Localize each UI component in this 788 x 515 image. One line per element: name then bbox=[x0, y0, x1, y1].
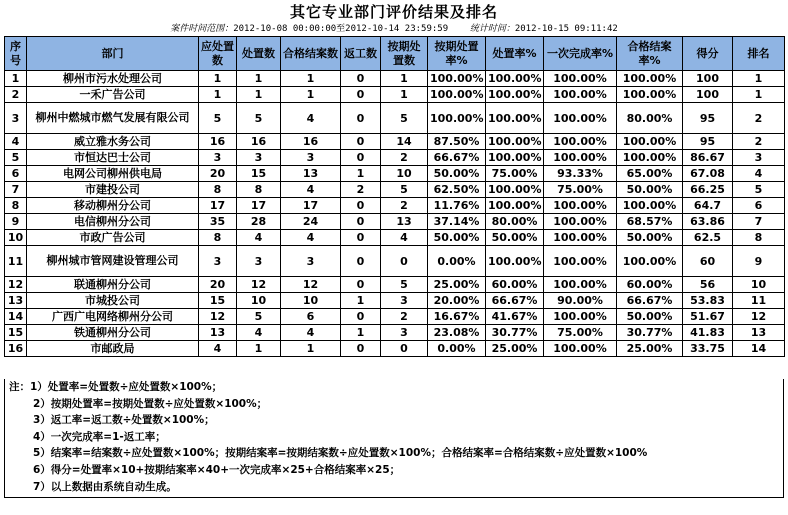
cell-index: 9 bbox=[5, 214, 27, 230]
cell-due: 1 bbox=[199, 87, 237, 103]
table-row bbox=[5, 293, 785, 309]
cell-due: 3 bbox=[199, 246, 237, 277]
cell-ontime: 2 bbox=[381, 309, 428, 325]
cell-index: 15 bbox=[5, 325, 27, 341]
cell-rank: 2 bbox=[733, 103, 785, 134]
cell-handle-rate: 75.00% bbox=[486, 166, 544, 182]
cell-rework: 0 bbox=[341, 87, 381, 103]
cell-dept: 柳州中燃城市燃气发展有限公司 bbox=[27, 103, 199, 134]
cell-rank: 9 bbox=[733, 246, 785, 277]
cell-rework: 1 bbox=[341, 166, 381, 182]
cell-index: 11 bbox=[5, 246, 27, 277]
cell-score: 51.67 bbox=[683, 309, 733, 325]
cell-qualified: 3 bbox=[281, 150, 341, 166]
table-row bbox=[5, 150, 785, 166]
cell-index: 5 bbox=[5, 150, 27, 166]
col-header-dept: 部门 bbox=[27, 37, 199, 71]
col-header-ontime-rate: 按期处置率% bbox=[428, 37, 486, 71]
report-title: 其它专业部门评价结果及排名 bbox=[289, 3, 498, 21]
cell-ontime-rate: 50.00% bbox=[428, 230, 486, 246]
cell-index: 1 bbox=[5, 71, 27, 87]
table-row bbox=[5, 71, 785, 87]
cell-handled: 5 bbox=[237, 309, 281, 325]
cell-score: 56 bbox=[683, 277, 733, 293]
cell-ontime: 5 bbox=[381, 103, 428, 134]
cell-rework: 0 bbox=[341, 134, 381, 150]
cell-dept: 市城投公司 bbox=[27, 293, 199, 309]
cell-qualified: 4 bbox=[281, 182, 341, 198]
cell-ontime: 13 bbox=[381, 214, 428, 230]
cell-handled: 1 bbox=[237, 71, 281, 87]
cell-rework: 0 bbox=[341, 309, 381, 325]
col-header-rank: 排名 bbox=[733, 37, 785, 71]
cell-handled: 1 bbox=[237, 341, 281, 357]
cell-first-pass: 100.00% bbox=[544, 103, 617, 134]
cell-score: 33.75 bbox=[683, 341, 733, 357]
cell-rework: 0 bbox=[341, 198, 381, 214]
cell-qualified: 16 bbox=[281, 134, 341, 150]
cell-handle-rate: 25.00% bbox=[486, 341, 544, 357]
cell-first-pass: 100.00% bbox=[544, 230, 617, 246]
col-header-qualified: 合格结案数 bbox=[281, 37, 341, 71]
table-row bbox=[5, 134, 785, 150]
cell-first-pass: 75.00% bbox=[544, 182, 617, 198]
col-header-first-pass: 一次完成率% bbox=[544, 37, 617, 71]
cell-score: 62.5 bbox=[683, 230, 733, 246]
cell-ontime: 1 bbox=[381, 87, 428, 103]
cell-dept: 移动柳州分公司 bbox=[27, 198, 199, 214]
cell-ontime-rate: 20.00% bbox=[428, 293, 486, 309]
cell-ontime: 0 bbox=[381, 246, 428, 277]
table-row bbox=[5, 103, 785, 134]
cell-index: 10 bbox=[5, 230, 27, 246]
cell-ontime: 3 bbox=[381, 293, 428, 309]
cell-score: 95 bbox=[683, 134, 733, 150]
cell-due: 8 bbox=[199, 182, 237, 198]
cell-handle-rate: 100.00% bbox=[486, 103, 544, 134]
report-meta bbox=[0, 21, 788, 34]
notes-box bbox=[4, 379, 784, 498]
cell-handled: 5 bbox=[237, 103, 281, 134]
cell-qualified-rate: 100.00% bbox=[617, 198, 683, 214]
cell-index: 16 bbox=[5, 341, 27, 357]
range-value: 2012-10-08 00:00:00至2012-10-14 23:59:59 bbox=[233, 24, 449, 34]
cell-index: 7 bbox=[5, 182, 27, 198]
note-5: 5）结案率=结案数÷应处置数×100%；按期结案率=按期结案数÷应处置数×100%；合格结案率=合格结案数÷应处置数×100% bbox=[33, 447, 648, 460]
cell-handle-rate: 100.00% bbox=[486, 150, 544, 166]
cell-rank: 1 bbox=[733, 71, 785, 87]
cell-ontime-rate: 0.00% bbox=[428, 246, 486, 277]
cell-score: 66.25 bbox=[683, 182, 733, 198]
cell-rank: 12 bbox=[733, 309, 785, 325]
cell-handled: 28 bbox=[237, 214, 281, 230]
cell-dept: 广西广电网络柳州分公司 bbox=[27, 309, 199, 325]
cell-score: 86.67 bbox=[683, 150, 733, 166]
header-row bbox=[5, 37, 785, 71]
table-row bbox=[5, 325, 785, 341]
cell-qualified: 4 bbox=[281, 230, 341, 246]
cell-score: 64.7 bbox=[683, 198, 733, 214]
table-row bbox=[5, 277, 785, 293]
cell-first-pass: 90.00% bbox=[544, 293, 617, 309]
table-row bbox=[5, 87, 785, 103]
cell-qualified-rate: 50.00% bbox=[617, 309, 683, 325]
table-row bbox=[5, 214, 785, 230]
cell-ontime-rate: 16.67% bbox=[428, 309, 486, 325]
cell-due: 17 bbox=[199, 198, 237, 214]
cell-due: 13 bbox=[199, 325, 237, 341]
cell-qualified-rate: 50.00% bbox=[617, 230, 683, 246]
cell-ontime: 5 bbox=[381, 277, 428, 293]
cell-handle-rate: 60.00% bbox=[486, 277, 544, 293]
col-header-ontime: 按期处置数 bbox=[381, 37, 428, 71]
cell-dept: 一禾广告公司 bbox=[27, 87, 199, 103]
cell-index: 13 bbox=[5, 293, 27, 309]
cell-ontime-rate: 100.00% bbox=[428, 71, 486, 87]
cell-qualified-rate: 100.00% bbox=[617, 246, 683, 277]
cell-qualified-rate: 60.00% bbox=[617, 277, 683, 293]
table-row bbox=[5, 230, 785, 246]
cell-handled: 15 bbox=[237, 166, 281, 182]
table-row bbox=[5, 166, 785, 182]
cell-rank: 7 bbox=[733, 214, 785, 230]
cell-index: 14 bbox=[5, 309, 27, 325]
cell-ontime-rate: 66.67% bbox=[428, 150, 486, 166]
cell-rank: 4 bbox=[733, 166, 785, 182]
cell-dept: 电网公司柳州供电局 bbox=[27, 166, 199, 182]
cell-index: 4 bbox=[5, 134, 27, 150]
cell-handled: 16 bbox=[237, 134, 281, 150]
cell-ontime: 2 bbox=[381, 150, 428, 166]
cell-first-pass: 100.00% bbox=[544, 246, 617, 277]
cell-handled: 1 bbox=[237, 87, 281, 103]
note-1: 注：1）处置率=处置数÷应处置数×100%； bbox=[9, 381, 223, 393]
cell-qualified: 3 bbox=[281, 246, 341, 277]
cell-dept: 市建投公司 bbox=[27, 182, 199, 198]
cell-rank: 10 bbox=[733, 277, 785, 293]
cell-qualified-rate: 50.00% bbox=[617, 182, 683, 198]
table-row bbox=[5, 198, 785, 214]
cell-score: 95 bbox=[683, 103, 733, 134]
cell-ontime-rate: 0.00% bbox=[428, 341, 486, 357]
cell-handle-rate: 100.00% bbox=[486, 182, 544, 198]
cell-rework: 0 bbox=[341, 103, 381, 134]
cell-score: 60 bbox=[683, 246, 733, 277]
cell-ontime: 1 bbox=[381, 71, 428, 87]
cell-due: 15 bbox=[199, 293, 237, 309]
cell-index: 2 bbox=[5, 87, 27, 103]
col-header-rework: 返工数 bbox=[341, 37, 381, 71]
cell-handle-rate: 100.00% bbox=[486, 87, 544, 103]
note-3: 3）返工率=返工数÷处置数×100%； bbox=[33, 414, 215, 427]
cell-due: 5 bbox=[199, 103, 237, 134]
cell-ontime: 2 bbox=[381, 198, 428, 214]
cell-first-pass: 100.00% bbox=[544, 309, 617, 325]
cell-rank: 14 bbox=[733, 341, 785, 357]
cell-score: 67.08 bbox=[683, 166, 733, 182]
cell-handled: 3 bbox=[237, 150, 281, 166]
cell-ontime-rate: 25.00% bbox=[428, 277, 486, 293]
cell-score: 63.86 bbox=[683, 214, 733, 230]
table-row bbox=[5, 182, 785, 198]
cell-rank: 6 bbox=[733, 198, 785, 214]
cell-qualified: 6 bbox=[281, 309, 341, 325]
cell-handle-rate: 80.00% bbox=[486, 214, 544, 230]
cell-dept: 柳州市污水处理公司 bbox=[27, 71, 199, 87]
cell-index: 3 bbox=[5, 103, 27, 134]
cell-due: 12 bbox=[199, 309, 237, 325]
evaluation-table bbox=[4, 36, 785, 357]
range-label: 案件时间范围： bbox=[170, 24, 234, 34]
cell-qualified: 12 bbox=[281, 277, 341, 293]
cell-dept: 威立雅水务公司 bbox=[27, 134, 199, 150]
cell-rework: 0 bbox=[341, 150, 381, 166]
cell-ontime-rate: 11.76% bbox=[428, 198, 486, 214]
cell-due: 20 bbox=[199, 277, 237, 293]
cell-rework: 2 bbox=[341, 182, 381, 198]
cell-first-pass: 100.00% bbox=[544, 277, 617, 293]
cell-dept: 联通柳州分公司 bbox=[27, 277, 199, 293]
stat-value: 2012-10-15 09:11:42 bbox=[514, 24, 618, 34]
cell-due: 3 bbox=[199, 150, 237, 166]
cell-rework: 0 bbox=[341, 341, 381, 357]
cell-dept: 市恒达巴士公司 bbox=[27, 150, 199, 166]
cell-qualified-rate: 100.00% bbox=[617, 150, 683, 166]
cell-dept: 市政广告公司 bbox=[27, 230, 199, 246]
cell-ontime-rate: 87.50% bbox=[428, 134, 486, 150]
cell-qualified: 1 bbox=[281, 87, 341, 103]
cell-first-pass: 100.00% bbox=[544, 341, 617, 357]
cell-due: 4 bbox=[199, 341, 237, 357]
cell-rank: 11 bbox=[733, 293, 785, 309]
cell-qualified: 4 bbox=[281, 325, 341, 341]
cell-ontime-rate: 62.50% bbox=[428, 182, 486, 198]
table-row bbox=[5, 309, 785, 325]
cell-dept: 电信柳州分公司 bbox=[27, 214, 199, 230]
stat-label: 统计时间： bbox=[469, 24, 515, 34]
cell-first-pass: 100.00% bbox=[544, 87, 617, 103]
cell-qualified-rate: 66.67% bbox=[617, 293, 683, 309]
cell-due: 8 bbox=[199, 230, 237, 246]
cell-handled: 10 bbox=[237, 293, 281, 309]
col-header-index: 序号 bbox=[5, 37, 27, 71]
note-7: 7）以上数据由系统自动生成。 bbox=[33, 480, 177, 493]
cell-qualified-rate: 80.00% bbox=[617, 103, 683, 134]
cell-ontime: 5 bbox=[381, 182, 428, 198]
cell-handled: 3 bbox=[237, 246, 281, 277]
cell-ontime-rate: 100.00% bbox=[428, 87, 486, 103]
cell-first-pass: 100.00% bbox=[544, 198, 617, 214]
cell-rank: 5 bbox=[733, 182, 785, 198]
cell-handle-rate: 100.00% bbox=[486, 246, 544, 277]
cell-handled: 8 bbox=[237, 182, 281, 198]
cell-rework: 0 bbox=[341, 246, 381, 277]
cell-ontime-rate: 100.00% bbox=[428, 103, 486, 134]
cell-handle-rate: 100.00% bbox=[486, 134, 544, 150]
cell-due: 16 bbox=[199, 134, 237, 150]
cell-qualified-rate: 100.00% bbox=[617, 87, 683, 103]
cell-first-pass: 75.00% bbox=[544, 325, 617, 341]
col-header-handled: 处置数 bbox=[237, 37, 281, 71]
cell-handled: 12 bbox=[237, 277, 281, 293]
cell-score: 53.83 bbox=[683, 293, 733, 309]
cell-rank: 1 bbox=[733, 87, 785, 103]
cell-rework: 0 bbox=[341, 214, 381, 230]
cell-handle-rate: 100.00% bbox=[486, 198, 544, 214]
cell-ontime: 3 bbox=[381, 325, 428, 341]
cell-handle-rate: 41.67% bbox=[486, 309, 544, 325]
cell-qualified-rate: 65.00% bbox=[617, 166, 683, 182]
cell-qualified: 24 bbox=[281, 214, 341, 230]
cell-handled: 4 bbox=[237, 230, 281, 246]
table-row bbox=[5, 341, 785, 357]
cell-first-pass: 100.00% bbox=[544, 134, 617, 150]
col-header-qualified-rate: 合格结案率% bbox=[617, 37, 683, 71]
cell-qualified-rate: 100.00% bbox=[617, 71, 683, 87]
cell-handled: 4 bbox=[237, 325, 281, 341]
cell-rework: 1 bbox=[341, 293, 381, 309]
cell-score: 41.83 bbox=[683, 325, 733, 341]
cell-index: 12 bbox=[5, 277, 27, 293]
cell-first-pass: 100.00% bbox=[544, 150, 617, 166]
cell-qualified-rate: 68.57% bbox=[617, 214, 683, 230]
cell-qualified: 10 bbox=[281, 293, 341, 309]
cell-handle-rate: 66.67% bbox=[486, 293, 544, 309]
cell-ontime-rate: 37.14% bbox=[428, 214, 486, 230]
cell-rework: 0 bbox=[341, 71, 381, 87]
cell-ontime-rate: 50.00% bbox=[428, 166, 486, 182]
cell-rework: 0 bbox=[341, 230, 381, 246]
cell-handle-rate: 50.00% bbox=[486, 230, 544, 246]
cell-qualified: 17 bbox=[281, 198, 341, 214]
cell-due: 1 bbox=[199, 71, 237, 87]
note-2: 2）按期处置率=按期处置数÷应处置数×100%； bbox=[33, 397, 268, 410]
col-header-due: 应处置数 bbox=[199, 37, 237, 71]
cell-rank: 2 bbox=[733, 134, 785, 150]
cell-due: 20 bbox=[199, 166, 237, 182]
cell-dept: 柳州城市管网建设管理公司 bbox=[27, 246, 199, 277]
cell-ontime-rate: 23.08% bbox=[428, 325, 486, 341]
cell-qualified-rate: 100.00% bbox=[617, 134, 683, 150]
cell-handle-rate: 100.00% bbox=[486, 71, 544, 87]
cell-score: 100 bbox=[683, 71, 733, 87]
cell-handle-rate: 30.77% bbox=[486, 325, 544, 341]
cell-index: 8 bbox=[5, 198, 27, 214]
cell-first-pass: 100.00% bbox=[544, 214, 617, 230]
cell-ontime: 0 bbox=[381, 341, 428, 357]
cell-qualified: 13 bbox=[281, 166, 341, 182]
cell-ontime: 4 bbox=[381, 230, 428, 246]
cell-dept: 市邮政局 bbox=[27, 341, 199, 357]
col-header-score: 得分 bbox=[683, 37, 733, 71]
col-header-handle-rate: 处置率% bbox=[486, 37, 544, 71]
cell-first-pass: 93.33% bbox=[544, 166, 617, 182]
cell-qualified-rate: 25.00% bbox=[617, 341, 683, 357]
cell-qualified-rate: 30.77% bbox=[617, 325, 683, 341]
cell-score: 100 bbox=[683, 87, 733, 103]
cell-qualified: 1 bbox=[281, 71, 341, 87]
cell-dept: 铁通柳州分公司 bbox=[27, 325, 199, 341]
cell-first-pass: 100.00% bbox=[544, 71, 617, 87]
note-6: 6）得分=处置率×10+按期结案率×40+一次完成率×25+合格结案率×25； bbox=[33, 463, 401, 476]
cell-rank: 3 bbox=[733, 150, 785, 166]
cell-rework: 1 bbox=[341, 325, 381, 341]
cell-ontime: 14 bbox=[381, 134, 428, 150]
cell-index: 6 bbox=[5, 166, 27, 182]
table-row bbox=[5, 246, 785, 277]
cell-rank: 13 bbox=[733, 325, 785, 341]
note-4: 4）一次完成率=1-返工率； bbox=[33, 430, 166, 443]
cell-qualified: 4 bbox=[281, 103, 341, 134]
cell-due: 35 bbox=[199, 214, 237, 230]
cell-qualified: 1 bbox=[281, 341, 341, 357]
cell-handled: 17 bbox=[237, 198, 281, 214]
cell-ontime: 10 bbox=[381, 166, 428, 182]
cell-rework: 0 bbox=[341, 277, 381, 293]
cell-rank: 8 bbox=[733, 230, 785, 246]
